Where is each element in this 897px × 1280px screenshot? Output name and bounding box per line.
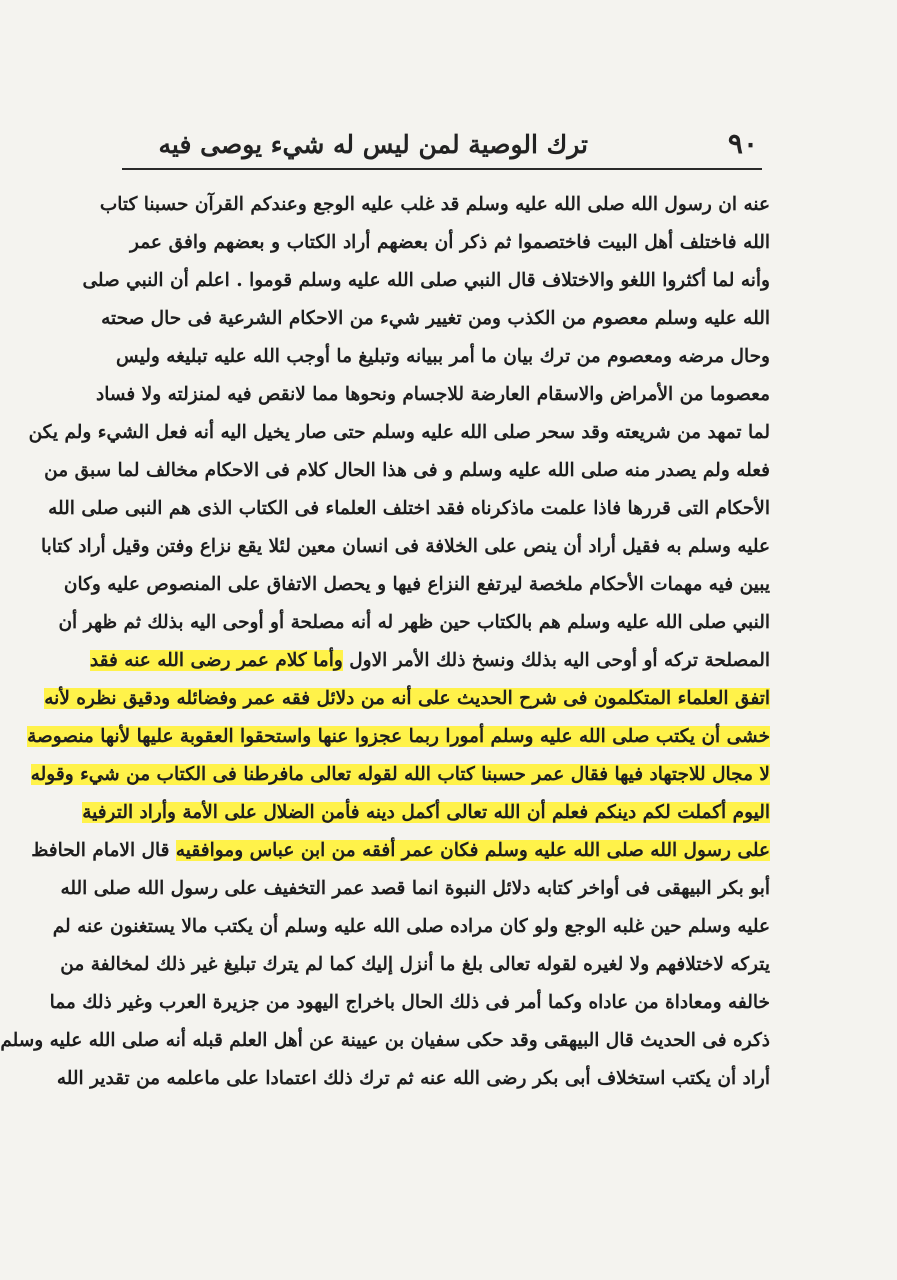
line-text: يتركه لاختلافهم ولا لغيره لقوله تعالى بلغ ما أنزل إليك كما لم يترك تبليغ غير ذلك لمخالفة من (60, 954, 770, 975)
text-line (130, 224, 770, 262)
line-text: عنه ان رسول الله صلى الله عليه وسلم قد غلب عليه الوجع وعندكم القرآن حسبنا كتاب (99, 194, 770, 215)
text-line (30, 756, 770, 794)
page-header (126, 124, 758, 164)
line-text: يبين فيه مهمات الأحكام ملخصة ليرتفع النزاع فيها و يحصل الاتفاق على المنصوص عليه وكان (63, 574, 770, 595)
line-text: الأحكام التى قررها فاذا علمت ماذكرناه فقد اختلف العلماء فى الكتاب الذى هم النبى صلى الله (48, 498, 770, 519)
line-text: خالفه ومعاداة من عاداه وكما أمر فى ذلك الحال باخراج اليهود من جزيرة العرب وغير ذلك مما (49, 992, 770, 1013)
text-line (52, 908, 770, 946)
text-line (44, 680, 770, 718)
line-text: الله عليه وسلم معصوم من الكذب ومن تغيير شيء من الاحكام الشرعية فى حال صحته (101, 308, 770, 329)
text-line (28, 414, 770, 452)
text-line (116, 338, 770, 376)
line-text: عليه وسلم حين غلبه الوجع ولو كان مراده صلى الله عليه وسلم أن يكتب مالا يستغنون عنه لم (52, 916, 770, 937)
line-text: أبو بكر البيهقى فى أواخر كتابه دلائل النبوة انما قصد عمر التخفيف على رسول الله صلى الله (60, 878, 770, 899)
text-line (40, 528, 770, 566)
line-text: أراد أن يكتب استخلاف أبى بكر رضى الله عنه ثم ترك ذلك اعتمادا على ماعلمه من تقدير الله (56, 1068, 770, 1089)
line-text: النبي صلى الله عليه وسلم هم بالكتاب حين ظهر له أنه مصلحة أو أوحى اليه بذلك ثم ظهر أن (58, 612, 770, 633)
text-line (49, 984, 770, 1022)
text-line (31, 832, 770, 870)
highlighted-text: خشى أن يكتب صلى الله عليه وسلم أمورا ربما عجزوا عنها واستحقوا العقوبة عليها لأنها منصوصة (27, 726, 770, 747)
line-text: الله فاختلف أهل البيت فاختصموا ثم ذكر أن بعضهم أراد الكتاب و بعضهم وافق عمر (130, 232, 770, 253)
text-line (95, 376, 770, 414)
highlighted-text: اتفق العلماء المتكلمون فى شرح الحديث على أنه من دلائل فقه عمر وفضائله ودقيق نظره لأنه (44, 688, 770, 709)
text-line (44, 452, 770, 490)
text-line (63, 566, 770, 604)
line-text: فعله ولم يصدر منه صلى الله عليه وسلم و فى هذا الحال كلام فى الاحكام مخالف لما سبق من (44, 460, 770, 481)
text-line (58, 604, 770, 642)
line-text: ذكره فى الحديث قال البيهقى وقد حكى سفيان بن عيينة عن أهل العلم قبله أنه صلى الله عليه وسلم (0, 1030, 770, 1051)
text-line (56, 1060, 770, 1098)
running-title: ترك الوصية لمن ليس له شيء يوصى فيه (158, 130, 588, 159)
line-text: وأنه لما أكثروا اللغو والاختلاف قال النبي صلى الله عليه وسلم قوموا . اعلم أن النبي صلى (82, 270, 770, 291)
text-line (27, 718, 770, 756)
text-line (48, 490, 770, 528)
highlighted-text: على رسول الله صلى الله عليه وسلم فكان عمر أفقه من ابن عباس وموافقيه (175, 840, 770, 861)
line-text: المصلحة تركه أو أوحى اليه بذلك ونسخ ذلك الأمر الاول (342, 650, 770, 671)
text-line (60, 870, 770, 908)
line-text: قال الامام الحافظ (31, 840, 176, 861)
text-line (89, 642, 770, 680)
highlighted-text: لا مجال للاجتهاد فيها فقال عمر حسبنا كتاب الله لقوله تعالى مافرطنا فى الكتاب من شيء وقوله (30, 764, 770, 785)
text-line (99, 186, 770, 224)
line-text: معصوما من الأمراض والاسقام العارضة للاجسام ونحوها مما لانقص فيه لمنزلته ولا فساد (95, 384, 770, 405)
header-divider (122, 168, 762, 170)
line-text: عليه وسلم به فقيل أراد أن ينص على الخلافة فى انسان معين لئلا يقع نزاع وفتن وقيل أراد كتابا (40, 536, 770, 557)
text-line (101, 300, 770, 338)
text-line (0, 1022, 770, 1060)
text-line (60, 946, 770, 984)
text-line (82, 262, 770, 300)
page-number: ٩٠ (727, 127, 758, 160)
highlighted-text: اليوم أكملت لكم دينكم فعلم أن الله تعالى أكمل دينه فأمن الضلال على الأمة وأراد الترفية (82, 802, 770, 823)
page-body-text (0, 186, 770, 1098)
text-line (82, 794, 770, 832)
line-text: وحال مرضه ومعصوم من ترك بيان ما أمر ببيانه وتبليغ ما أوجب الله عليه تبليغه وليس (116, 346, 770, 367)
highlighted-text: وأما كلام عمر رضى الله عنه فقد (89, 650, 343, 671)
line-text: لما تمهد من شريعته وقد سحر صلى الله عليه وسلم حتى صار يخيل اليه أنه فعل الشيء ولم يكن (28, 422, 770, 443)
